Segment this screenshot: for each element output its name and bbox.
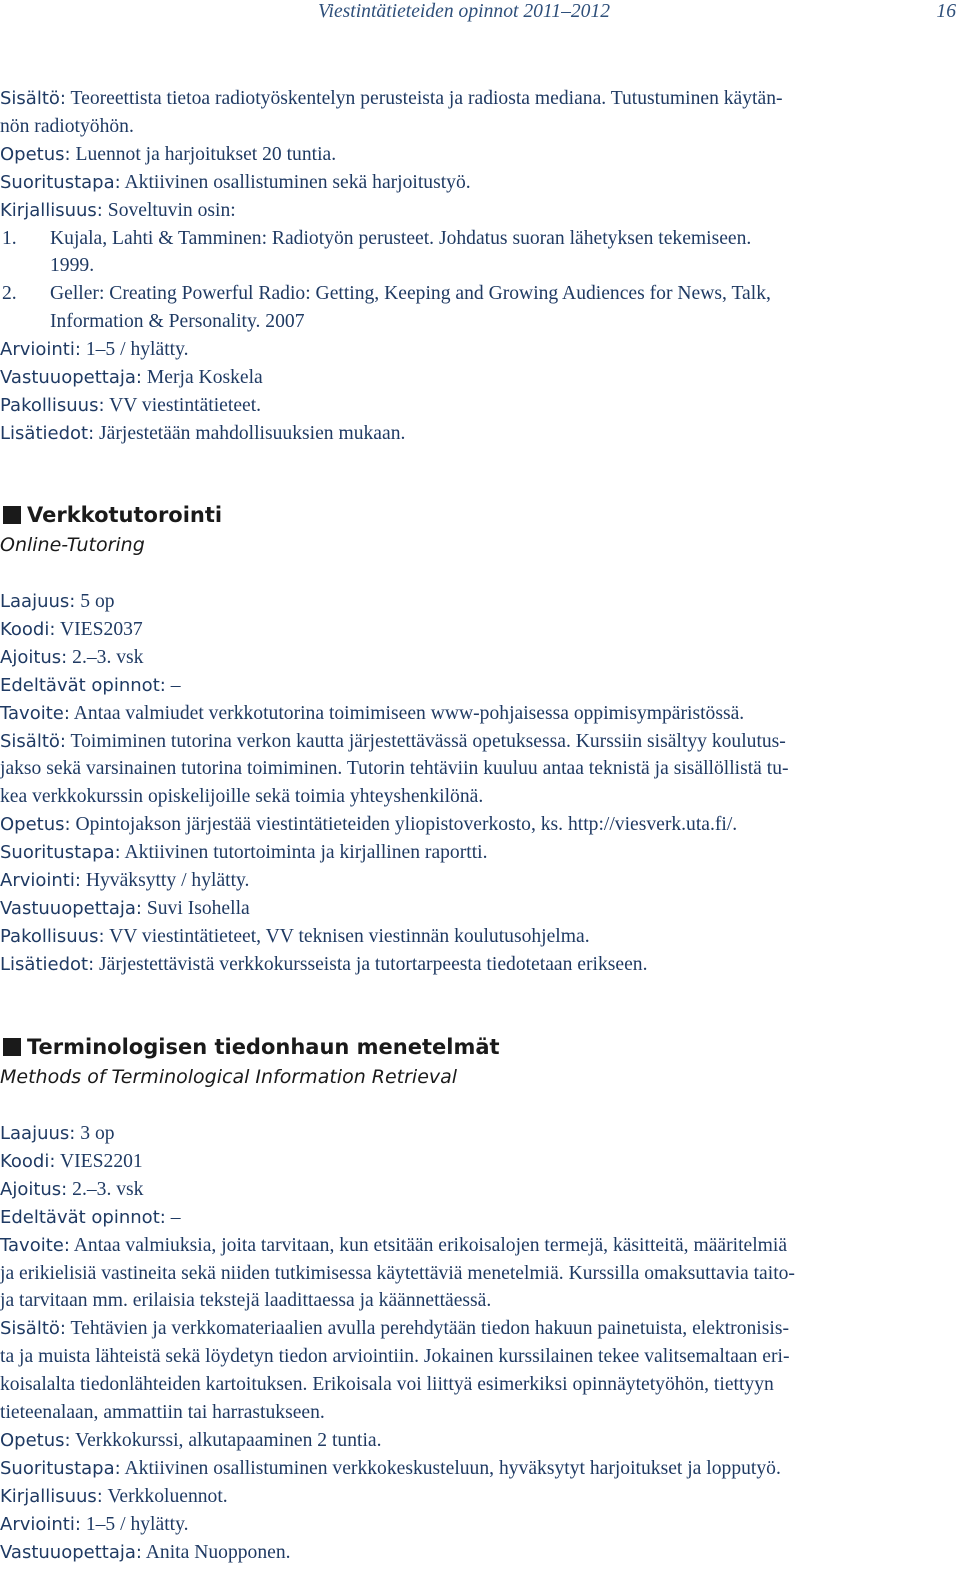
course-terminologinen-tiedonhaku: [0, 1032, 960, 1092]
prev-literature-item-2-cont: Information & Personality. 2007: [50, 311, 305, 333]
content: Sisältö: Tehtävien ja verkkomateriaalien avulla perehdytään tiedon hakuun painetuista, elektronisis-: [0, 1318, 789, 1340]
square-bullet-icon: [3, 1038, 21, 1056]
prev-teacher: Vastuuopettaja: Merja Koskela: [0, 367, 263, 389]
goal-cont-1: ja erikielisiä vastineita sekä niiden tutkimisessa käytettäviä menetelmiä. Kurssilla omaksuttavia taito-: [0, 1262, 795, 1284]
goal: Tavoite: Antaa valmiuksia, joita tarvitaan, kun etsitään erikoisalojen termejä, käsitteitä, määritelmiä: [0, 1234, 788, 1256]
content: Sisältö: Toimiminen tutorina verkon kautta järjestettävässä opetuksessa. Kurssiin sisältyy koulutus-: [0, 730, 786, 752]
grading: Arviointi: Hyväksytty / hylätty.: [0, 870, 250, 892]
teacher: Vastuuopettaja: Anita Nuopponen.: [0, 1541, 291, 1563]
course-terminologinen-tiedonhaku-details: [0, 1120, 960, 1567]
code: Koodi: VIES2201: [0, 1150, 143, 1172]
course-title: Verkkotutorointi: [0, 500, 960, 530]
teacher: Vastuuopettaja: Suvi Isohella: [0, 897, 250, 919]
prev-literature-item-1: 1. Kujala, Lahti & Tamminen: Radiotyön perusteet. Johdatus suoran lähetyksen tekemiseen.: [2, 227, 752, 249]
mandatory: Pakollisuus: VV viestintätieteet, VV teknisen viestinnän koulutusohjelma.: [0, 925, 590, 947]
course-verkkotutorointi-details: [0, 588, 960, 979]
timing: Ajoitus: 2.–3. vsk: [0, 646, 144, 668]
content-cont-1: jakso sekä varsinainen tutorina toimiminen. Tutorin tehtäviin kuuluu antaa teknistä ja sisällöllistä tu-: [0, 758, 789, 780]
prev-content: Sisältö: Teoreettista tietoa radiotyöskentelyn perusteista ja radiosta mediana. Tutustuminen käytän-: [0, 88, 783, 109]
scope: Laajuus: 5 op: [0, 591, 115, 612]
content-cont-3: tieteenalaan, ammattiin tai harrastukseen.: [0, 1402, 325, 1424]
prev-literature-item-1-cont: 1999.: [50, 255, 95, 277]
course-title: Terminologisen tiedonhaun menetelmät: [0, 1032, 960, 1062]
literature: Kirjallisuus: Verkkoluennot.: [0, 1485, 228, 1507]
code: Koodi: VIES2037: [0, 618, 143, 640]
prev-course-section: [0, 85, 960, 448]
teaching: Opetus: Verkkokurssi, alkutapaaminen 2 tuntia.: [0, 1429, 382, 1451]
teaching: Opetus: Opintojakson järjestää viestintätieteiden yliopistoverkosto, ks. http://viesverk.uta.fi/.: [0, 814, 738, 836]
prev-completion: Suoritustapa: Aktiivinen osallistuminen sekä harjoitustyö.: [0, 171, 471, 193]
square-bullet-icon: [3, 506, 21, 524]
prev-mandatory: Pakollisuus: VV viestintätieteet.: [0, 394, 262, 416]
goal-cont-2: ja tarvitaan mm. erilaisia tekstejä laadittaessa ja käännettäessä.: [0, 1290, 492, 1312]
timing: Ajoitus: 2.–3. vsk: [0, 1178, 144, 1200]
info: Lisätiedot: Järjestettävistä verkkokursseista ja tutortarpeesta tiedotetaan erikseen.: [0, 953, 648, 975]
content-cont-2: kea verkkokurssin opiskelijoille sekä toimia yhteyshenkilönä.: [0, 786, 484, 808]
scope: Laajuus: 3 op: [0, 1123, 115, 1144]
completion: Suoritustapa: Aktiivinen osallistuminen verkkokeskusteluun, hyväksytyt harjoitukset ja lopputyö.: [0, 1457, 781, 1479]
content-cont-2: koisalalta tiedonlähteiden kartoituksen. Erikoisala voi liittyä esimerkiksi opinnäytetyöhön, tiettyyn: [0, 1374, 774, 1396]
course-subtitle: Online-Tutoring: [0, 534, 145, 556]
prev-literature-item-2: 2. Geller: Creating Powerful Radio: Getting, Keeping and Growing Audiences for News, Talk,: [2, 283, 771, 305]
header-title: Viestintätieteiden opinnot 2011–2012: [318, 1, 611, 22]
prerequisites: Edeltävät opinnot: –: [0, 674, 181, 696]
prev-literature: Kirjallisuus: Soveltuvin osin:: [0, 199, 236, 221]
course-subtitle: Methods of Terminological Information Retrieval: [0, 1066, 458, 1088]
prev-grading: Arviointi: 1–5 / hylätty.: [0, 339, 189, 361]
prev-teaching: Opetus: Luennot ja harjoitukset 20 tuntia.: [0, 143, 337, 165]
goal: Tavoite: Antaa valmiudet verkkotutorina toimimiseen www-pohjaisessa oppimisympäristössä.: [0, 702, 745, 724]
page-number: 16: [936, 1, 956, 22]
content-cont-1: ta ja muista lähteistä sekä löydetyn tiedon arviointiin. Jokainen kurssilainen tekee valitsemaltaan eri-: [0, 1346, 790, 1368]
prev-info: Lisätiedot: Järjestetään mahdollisuuksien mukaan.: [0, 422, 406, 444]
course-verkkotutorointi: [0, 500, 960, 560]
prev-content-cont: nön radiotyöhön.: [0, 115, 134, 137]
page-header: [0, 0, 960, 26]
prerequisites: Edeltävät opinnot: –: [0, 1206, 181, 1228]
grading: Arviointi: 1–5 / hylätty.: [0, 1513, 189, 1535]
completion: Suoritustapa: Aktiivinen tutortoiminta ja kirjallinen raportti.: [0, 842, 488, 864]
